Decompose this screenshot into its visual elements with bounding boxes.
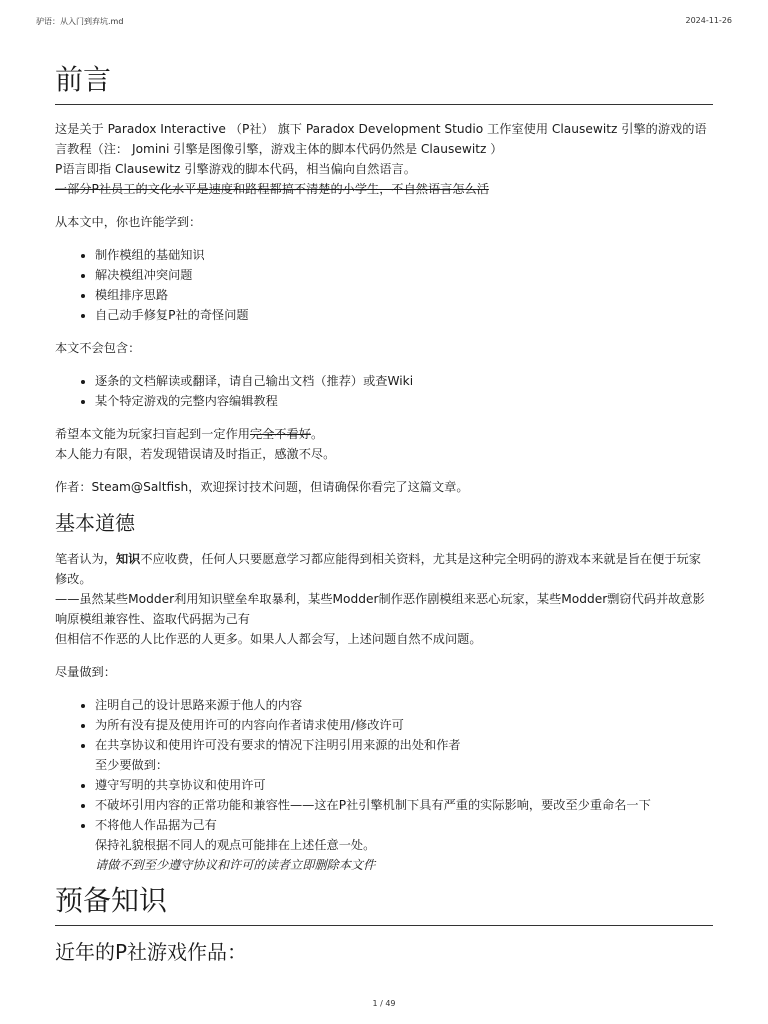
ability-paragraph: 本人能力有限，若发现错误请及时指正，感激不尽。 bbox=[55, 447, 336, 461]
learn-intro: 从本文中，你也许能学到： bbox=[55, 215, 202, 229]
heading-prerequisites: 预备知识 bbox=[55, 883, 713, 926]
learn-list bbox=[55, 245, 713, 325]
list-item: • 自己动手修复P社的奇怪问题 bbox=[95, 305, 713, 325]
list-item: • 制作模组的基础知识 bbox=[95, 245, 713, 265]
ethics-paragraph-1: 笔者认为，知识不应收费，任何人只要愿意学习都应能得到相关资料，尤其是这种完全明码的游戏本来就是旨在便于玩家修改。 bbox=[55, 552, 701, 586]
author-paragraph: 作者：Steam@Saltfish，欢迎探讨技术问题，但请确保你看完了这篇文章。 bbox=[55, 480, 469, 494]
ethics-list bbox=[55, 695, 713, 875]
do-intro: 尽量做到： bbox=[55, 665, 116, 679]
list-item: • 不破坏引用内容的正常功能和兼容性——这在P社引擎机制下具有严重的实际影响，要改至少重命名一下 bbox=[95, 795, 713, 815]
list-item: • 某个特定游戏的完整内容编辑教程 bbox=[95, 391, 713, 411]
intro-strikethrough-remark: 一部分P社员工的文化水平是速度和路程都搞不清楚的小学生，不自然语言怎么活 bbox=[55, 182, 489, 196]
courtesy-note: 保持礼貌根据不同人的观点可能排在上述任意一处。 bbox=[95, 838, 376, 852]
heading-ethics: 基本道德 bbox=[55, 511, 135, 535]
list-item: • 在共享协议和使用许可没有要求的情况下注明引用来源的出处和作者 至少要做到： bbox=[95, 735, 713, 775]
list-item: • 遵守写明的共享协议和使用许可 bbox=[95, 775, 713, 795]
hope-paragraph: 希望本文能为玩家扫盲起到一定作用完全不看好。 bbox=[55, 427, 324, 441]
intro-paragraph-1: 这是关于 Paradox Interactive （P社） 旗下 Paradox Development Studio 工作室使用 Clausewitz 引擎的游戏的语言教程（注： Jomini 引擎是图像引擎，游戏主体的脚本代码仍然是 Clausewitz ） bbox=[55, 122, 707, 156]
list-item: • 模组排序思路 bbox=[95, 285, 713, 305]
page-number: 1 / 49 bbox=[372, 999, 396, 1008]
list-item: • 不将他人作品据为己有 保持礼貌根据不同人的观点可能排在上述任意一处。 请做不到至少遵守协议和许可的读者立即删除本文件 bbox=[95, 815, 713, 875]
delete-note: 请做不到至少遵守协议和许可的读者立即删除本文件 bbox=[95, 858, 376, 872]
print-date: 2024-11-26 bbox=[685, 16, 732, 25]
list-item: • 逐条的文档解读或翻译，请自己输出文档（推荐）或查Wiki bbox=[95, 371, 713, 391]
subheading-recent-games: 近年的P社游戏作品： bbox=[55, 940, 248, 964]
min-intro: 至少要做到： bbox=[95, 758, 169, 772]
document-file-title: 驴语：从入门到弃坑.md bbox=[36, 17, 124, 26]
intro-paragraph-2: P语言即指 Clausewitz 引擎游戏的脚本代码，相当偏向自然语言。 bbox=[55, 162, 416, 176]
ethics-paragraph-2: ——虽然某些Modder利用知识壁垒牟取暴利，某些Modder制作恶作剧模组来恶心玩家，某些Modder剽窃代码并故意影响原模组兼容性、盗取代码据为己有 bbox=[55, 592, 705, 626]
list-item: • 解决模组冲突问题 bbox=[95, 265, 713, 285]
list-item: • 为所有没有提及使用许可的内容向作者请求使用/修改许可 bbox=[95, 715, 713, 735]
list-item: • 注明自己的设计思路来源于他人的内容 bbox=[95, 695, 713, 715]
knowledge-bold: 知识 bbox=[115, 552, 141, 566]
document-body bbox=[55, 62, 713, 965]
exclude-list bbox=[55, 371, 713, 411]
exclude-intro: 本文不会包含： bbox=[55, 341, 141, 355]
ethics-paragraph-3: 但相信不作恶的人比作恶的人更多。如果人人都会写，上述问题自然不成问题。 bbox=[55, 632, 482, 646]
hope-strikethrough: 完全不看好 bbox=[250, 427, 311, 441]
heading-preface: 前言 bbox=[55, 62, 713, 105]
